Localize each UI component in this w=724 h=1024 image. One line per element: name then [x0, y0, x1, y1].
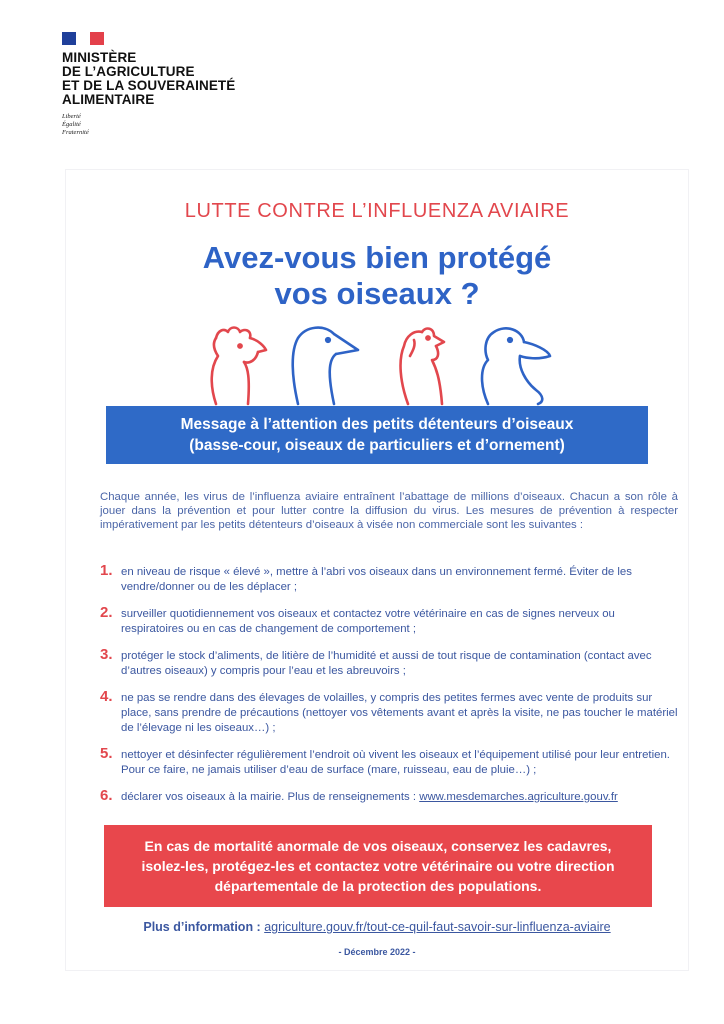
- item-text: déclarer vos oiseaux à la mairie. Plus de renseignements :: [121, 791, 420, 803]
- headline-line: Avez-vous bien protégé: [202, 240, 552, 275]
- poster-headline: [66, 240, 688, 312]
- alert-line: départementale de la protection des populations.: [214, 878, 542, 894]
- mesdemarches-link[interactable]: www.mesdemarches.agriculture.gouv.fr: [419, 791, 618, 803]
- item-number: 3.: [100, 646, 113, 663]
- poster: [66, 170, 688, 970]
- item-number: 4.: [100, 688, 113, 705]
- headline-line: vos oiseaux ?: [274, 276, 480, 311]
- ministry-line: DE L’AGRICULTURE: [62, 64, 195, 79]
- ministry-logo: [62, 32, 235, 137]
- list-item: [100, 787, 680, 805]
- item-text: en niveau de risque « élevé », mettre à l’abri vos oiseaux dans un environnement fermé. Éviter de les vendre/donner ou de les déplacer ;: [121, 566, 632, 593]
- publication-date: - Décembre 2022 -: [338, 947, 416, 957]
- list-item: [100, 646, 680, 679]
- motto-line: Fraternité: [62, 129, 89, 136]
- list-item: [100, 745, 680, 778]
- item-text: ne pas se rendre dans des élevages de volailles, y compris des petites fermes avec vente de produits sur place, sans prendre de précautions (nettoyer vos vêtements avant et après la visite, ne pas toucher le matériel de l’élevage ni les oiseaux…) ;: [121, 692, 678, 734]
- list-item: [100, 604, 680, 637]
- birds-illustration: [188, 316, 568, 406]
- ministry-line: ALIMENTAIRE: [62, 92, 155, 107]
- item-number: 6.: [100, 787, 113, 804]
- turkey-icon: [401, 329, 444, 404]
- list-item: [100, 688, 680, 736]
- republic-motto: [62, 113, 235, 137]
- motto-line: Liberté: [62, 113, 81, 120]
- ministry-name: [62, 51, 235, 107]
- ministry-line: MINISTÈRE: [62, 50, 137, 65]
- item-number: 2.: [100, 604, 113, 621]
- duck-icon: [482, 328, 550, 404]
- banner-line: (basse-cour, oiseaux de particuliers et d’ornement): [189, 437, 565, 454]
- motto-line: Égalité: [62, 121, 81, 128]
- measures-list: [100, 562, 680, 817]
- banner-line: Message à l’attention des petits détenteurs d’oiseaux: [180, 416, 574, 433]
- ministry-line: ET DE LA SOUVERAINETÉ: [62, 78, 236, 93]
- alert-line: En cas de mortalité anormale de vos oiseaux, conservez les cadavres,: [144, 838, 612, 854]
- audience-banner: [106, 406, 648, 464]
- more-info: [66, 920, 688, 934]
- intro-paragraph: Chaque année, les virus de l’influenza aviaire entraînent l’abattage de millions d’oiseaux. Chacun a son rôle à jouer dans la prévention et pour lutter contre la diffusion du virus. Les mesures de prévention à respecter impérativement par les petits détenteurs d’oiseaux à visée non commerciale sont les suivantes :: [100, 491, 678, 532]
- rooster-icon: [212, 328, 266, 405]
- more-info-label: Plus d’information :: [143, 920, 265, 934]
- french-flag-icon: [62, 32, 104, 45]
- item-number: 5.: [100, 745, 113, 762]
- item-text: nettoyer et désinfecter régulièrement l’endroit où vivent les oiseaux et l’équipement utilisé pour leur entretien. Pour ce faire, ne jamais utiliser d’eau de surface (mare, ruisseau, eau de pluie…) ;: [121, 749, 670, 776]
- more-info-link[interactable]: agriculture.gouv.fr/tout-ce-quil-faut-savoir-sur-linfluenza-aviaire: [264, 920, 611, 934]
- goose-icon: [293, 328, 358, 404]
- mortality-alert-banner: [104, 825, 652, 907]
- poster-kicker: LUTTE CONTRE L’INFLUENZA AVIAIRE: [184, 200, 570, 222]
- alert-line: isolez-les, protégez-les et contactez votre vétérinaire ou votre direction: [141, 858, 615, 874]
- item-text: protéger le stock d’aliments, de litière de l’humidité et aussi de tout risque de contamination (contact avec d’autres oiseaux) y compris pour l’eau et les abreuvoirs ;: [121, 650, 652, 677]
- item-number: 1.: [100, 562, 113, 579]
- list-item: [100, 562, 680, 595]
- item-text: surveiller quotidiennement vos oiseaux et contactez votre vétérinaire en cas de signes nerveux ou respiratoires ou en cas de changement de comportement ;: [121, 608, 615, 635]
